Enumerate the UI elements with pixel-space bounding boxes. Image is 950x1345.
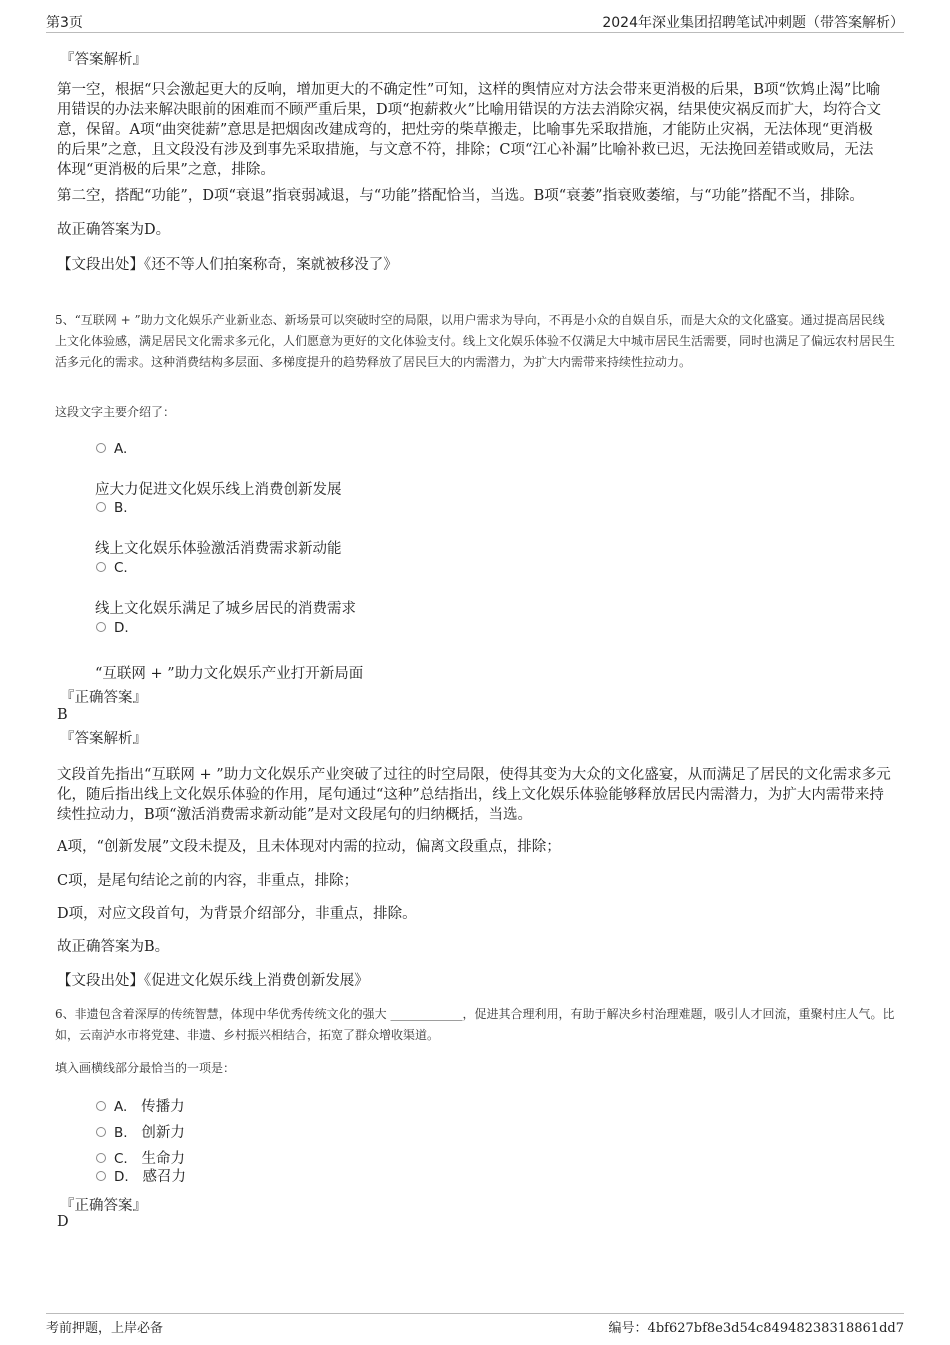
q5-source: 【文段出处】《促进文化娱乐线上消费创新发展》 [57,973,369,989]
q4-conclusion: 故正确答案为D。 [57,222,171,238]
radio-icon[interactable] [96,1153,106,1163]
q5-option-a[interactable]: A. [96,441,127,457]
q4-analysis-paragraph-1: 第一空，根据“只会激起更大的反响，增加更大的不确定性”可知，这样的舆情应对方法会带来更消极的后果，B项“饮鸩止渴”比喻用错误的办法来解决眼前的困难而不顾严重后果，D项“抱薪救火”比喻用错误的方法去消除灾祸，结果使灾祸反而扩大，均符合文意，保留。A项“曲突徙薪”意思是把烟囱改建成弯的，把灶旁的柴草搬走，比喻事先采取措施，才能防止灾祸，无法体现“更消极的后果”之意，且文段没有涉及到事先采取措施，与文意不符，排除；C项“江心补漏”比喻补救已迟，无法挽回差错或败局，无法体现“更消极的后果”之意，排除。 [57,82,881,178]
radio-icon[interactable] [96,1101,106,1111]
q5-analysis-option-c: C项，是尾句结论之前的内容，非重点，排除； [57,873,359,889]
q5-stem: 5、“互联网 + ”助力文化娱乐产业新业态、新场景可以突破时空的局限，以用户需求为导向，不再是小众的自娱自乐，而是大众的文化盛宴。通过提高居民线上文化体验感，满足居民文化需求多元化，人们愿意为更好的文化体验支付。线上文化娱乐体验不仅满足大中城市居民生活需要，同时也满足了偏远农村居民生活多元化的需求。这种消费结构多层面、多梯度提升的趋势释放了居民巨大的内需潜力，为扩大内需带来持续性拉动力。 [55,313,896,369]
q6-stem: 6、非遗包含着深厚的传统智慧，体现中华优秀传统文化的强大 ____________，促进其合理利用，有助于解决乡村治理难题，吸引人才回流，重聚村庄人气。比如，云南泸水市将党建、非遗、乡村振兴相结合，拓宽了群众增收渠道。 [55,1007,895,1042]
q5-option-a-text: 应大力促进文化娱乐线上消费创新发展 [95,482,342,498]
q5-answer-title: 『正确答案』 [60,690,147,706]
radio-icon[interactable] [96,562,106,572]
footer-slogan: 考前押题，上岸必备 [46,1321,164,1336]
q4-analysis-paragraph-2: 第二空，搭配“功能”，D项“衰退”指衰弱减退，与“功能”搭配恰当，当选。B项“衰萎”指衰败萎缩，与“功能”搭配不当，排除。 [57,188,864,204]
q4-analysis-title: 『答案解析』 [60,52,147,68]
q6-option-a-text: 传播力 [141,1099,185,1115]
q6-answer-title: 『正确答案』 [60,1198,147,1214]
q6-option-d-text: 感召力 [142,1169,187,1185]
q6-option-b-text: 创新力 [141,1125,185,1141]
q5-option-c-text: 线上文化娱乐满足了城乡居民的消费需求 [95,601,356,617]
q5-analysis-title: 『答案解析』 [60,731,147,747]
page-header [46,12,904,33]
q5-option-d-text: “互联网 + ”助力文化娱乐产业打开新局面 [95,666,364,682]
q5-analysis-paragraph: 文段首先指出“互联网 + ”助力文化娱乐产业突破了过往的时空局限，使得其变为大众的文化盛宴，从而满足了居民的文化需求多元化，随后指出线上文化娱乐体验的作用，尾句通过“这种”总结指出，线上文化娱乐体验能够释放居民内需潜力，为扩大内需带来持续性拉动力，B项“激活消费需求新动能”是对文段尾句的归纳概括，当选。 [57,767,891,823]
radio-icon[interactable] [96,443,106,453]
q6-option-a[interactable]: A. 传播力 [96,1095,185,1116]
q6-answer: D [57,1214,69,1230]
q6-option-d[interactable]: D. 感召力 [96,1165,186,1186]
q6-option-b[interactable]: B. 创新力 [96,1121,185,1142]
q5-option-d[interactable]: D. [96,620,129,636]
page-footer [46,1313,904,1338]
page-number: 第3页 [46,15,83,31]
radio-icon[interactable] [96,1127,106,1137]
radio-icon[interactable] [96,502,106,512]
q5-prompt: 这段文字主要介绍了： [55,405,176,419]
q6-option-c-text: 生命力 [141,1151,186,1167]
q5-option-c[interactable]: C. [96,560,128,576]
q6-prompt: 填入画横线部分最恰当的一项是： [55,1061,236,1075]
q5-analysis-option-d: D项，对应文段首句，为背景介绍部分，非重点，排除。 [57,906,417,922]
q6-option-c[interactable]: C. 生命力 [96,1147,185,1168]
q5-analysis-option-a: A项，“创新发展”文段未提及，且未体现对内需的拉动，偏离文段重点，排除； [57,839,561,855]
radio-icon[interactable] [96,1171,106,1181]
document-id: 编号：4bf627bf8e3d54c84948238318861dd7 [608,1321,904,1336]
q4-source: 【文段出处】《还不等人们拍案称奇，案就被移没了》 [57,257,398,273]
radio-icon[interactable] [96,622,106,632]
document-title: 2024年深业集团招聘笔试冲刺题（带答案解析） [602,15,904,31]
q5-option-b[interactable]: B. [96,500,128,516]
q5-conclusion: 故正确答案为B。 [57,939,170,955]
q5-option-b-text: 线上文化娱乐体验激活消费需求新动能 [95,541,342,557]
q5-answer: B [57,707,68,723]
